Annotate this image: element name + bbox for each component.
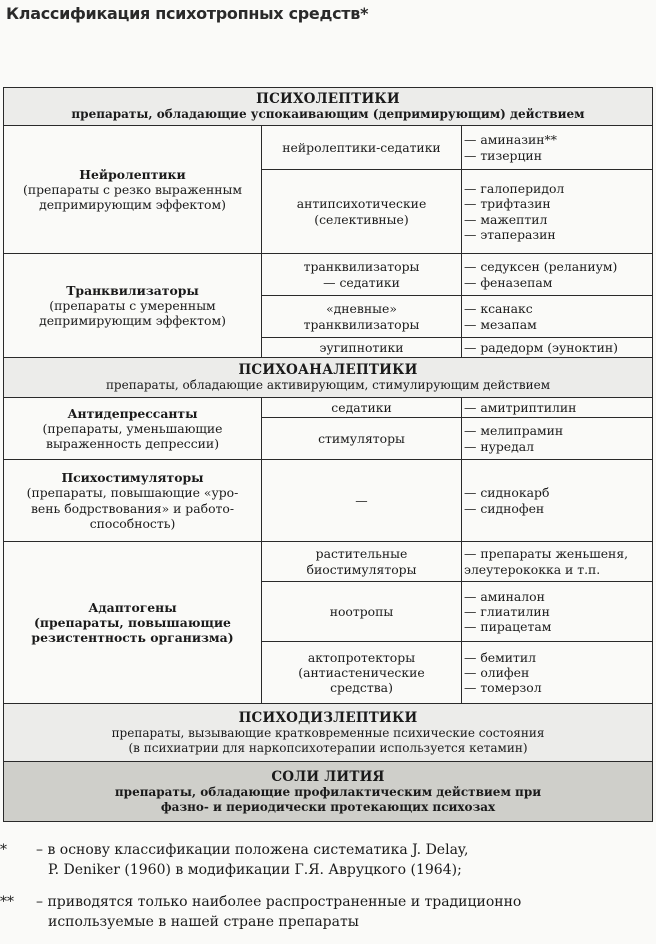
drug-item: — томерзол <box>464 680 542 696</box>
group-description: (препараты, повышающие <box>34 614 231 630</box>
drug-item: — трифтазин <box>464 196 551 212</box>
drug-list <box>462 460 653 542</box>
drug-item: — феназепам <box>464 274 553 290</box>
drug-item: — ксанакс <box>464 301 533 317</box>
table-row <box>4 542 653 582</box>
drug-list <box>462 418 653 460</box>
group-description: (препараты, повышающие «уро- <box>26 485 239 501</box>
table-row <box>4 126 653 170</box>
drug-list <box>462 170 653 254</box>
group-description: способность) <box>89 515 176 531</box>
drug-item: — аминазин** <box>464 132 557 148</box>
group-neuroleptics <box>4 126 262 254</box>
group-name: Антидепрессанты <box>67 405 198 421</box>
subgroup <box>262 542 462 582</box>
subgroup-line: «дневные» <box>326 301 397 317</box>
footnote <box>0 842 656 886</box>
drug-item: — бемитил <box>464 649 537 665</box>
section-title: СОЛИ ЛИТИЯ <box>271 768 385 785</box>
group-psychostimulants <box>4 460 262 542</box>
footnote-text: используемые в нашей стране препараты <box>48 914 359 930</box>
group-name: Нейролептики <box>79 166 186 182</box>
drug-list <box>462 642 653 704</box>
subgroup-line: транквилизаторы <box>303 316 420 332</box>
drug-item: — радедорм (эуноктин) <box>464 339 618 355</box>
section-title: ПСИХОДИЗЛЕПТИКИ <box>238 709 418 726</box>
classification-table <box>3 87 653 822</box>
table-row <box>4 254 653 296</box>
drug-item: — седуксен (реланиум) <box>464 259 618 275</box>
group-description: (препараты, уменьшающие <box>42 420 223 436</box>
section-title: ПСИХОАНАЛЕПТИКИ <box>238 361 418 378</box>
drug-list <box>462 254 653 296</box>
drug-item: — тизерцин <box>464 147 542 163</box>
subgroup: эугипнотики <box>262 338 462 358</box>
group-description: вень бодрствования» и работо- <box>30 500 235 516</box>
section-description: фазно- и периодически протекающих психозах <box>160 799 496 814</box>
drug-list <box>462 582 653 642</box>
subgroup-line: растительные <box>315 546 408 562</box>
group-description: (препараты с умеренным <box>49 297 216 313</box>
section-description: препараты, обладающие профилактическим действием при <box>114 785 542 800</box>
footnote-text: – в основу классификации положена систематика J. Delay, <box>36 842 469 858</box>
group-description: резистентность организма) <box>31 630 234 646</box>
drug-item: — препараты женьшеня, <box>464 546 629 562</box>
group-description: депримирующим эффектом) <box>39 313 226 329</box>
drug-list <box>462 542 653 582</box>
group-name: Транквилизаторы <box>66 282 199 298</box>
drug-item: — нуредал <box>464 438 535 454</box>
subgroup: седатики <box>262 398 462 418</box>
group-adaptogens <box>4 542 262 704</box>
subgroup-line: — седатики <box>323 274 400 290</box>
subgroup-line: (селективные) <box>314 211 409 227</box>
drug-item: — сиднофен <box>464 500 545 516</box>
section-description: (в психиатрии для наркопсихотерапии используется кетамин) <box>128 740 528 755</box>
subgroup <box>262 170 462 254</box>
subgroup-line: антипсихотические <box>296 196 427 212</box>
section-psychodysleptics <box>4 704 653 762</box>
drug-item: — этаперазин <box>464 226 556 242</box>
group-antidepressants <box>4 398 262 460</box>
drug-list <box>462 338 653 358</box>
drug-item: — олифен <box>464 664 530 680</box>
group-description: депримирующим эффектом) <box>39 197 226 213</box>
subgroup: нейролептики-седатики <box>262 126 462 170</box>
subgroup <box>262 254 462 296</box>
drug-item: — аминалон <box>464 588 545 604</box>
footnote-mark: * <box>0 842 7 858</box>
section-description: препараты, обладающие активирующим, стимулирующим действием <box>105 378 551 393</box>
subgroup-line: транквилизаторы <box>303 259 420 275</box>
group-name: Адаптогены <box>88 599 177 615</box>
drug-item: — мезапам <box>464 316 537 332</box>
group-name: Психостимуляторы <box>61 470 204 486</box>
group-description: (препараты с резко выраженным <box>23 181 242 197</box>
table-row <box>4 398 653 418</box>
drug-list <box>462 126 653 170</box>
footnote-mark: ** <box>0 894 14 910</box>
subgroup-line: актопротекторы <box>307 649 416 665</box>
drug-list <box>462 398 653 418</box>
drug-list <box>462 296 653 338</box>
section-lithium <box>4 762 653 822</box>
subgroup-line: биостимуляторы <box>306 561 417 577</box>
section-title: ПСИХОЛЕПТИКИ <box>256 90 400 107</box>
drug-item: — глиатилин <box>464 603 550 619</box>
drug-item: — галоперидол <box>464 181 565 197</box>
drug-item: — мелипрамин <box>464 423 564 439</box>
subgroup <box>262 642 462 704</box>
footnote-text: P. Deniker (1960) в модификации Г.Я. Авруцкого (1964); <box>48 862 462 878</box>
drug-item: — мажептил <box>464 211 548 227</box>
subgroup <box>262 296 462 338</box>
subgroup: — <box>262 460 462 542</box>
group-tranquilizers <box>4 254 262 358</box>
subgroup-line: (антиастенические <box>298 664 425 680</box>
page-title: Классификация психотропных средств* <box>6 4 369 23</box>
section-description: препараты, вызывающие кратковременные психические состояния <box>111 726 545 741</box>
group-description: выраженность депрессии) <box>45 436 220 452</box>
drug-item: — пирацетам <box>464 619 552 635</box>
subgroup-line: средства) <box>330 680 393 696</box>
section-psycholeptics <box>4 88 653 126</box>
footnote <box>0 894 656 938</box>
subgroup: стимуляторы <box>262 418 462 460</box>
footnote-text: – приводятся только наиболее распространенные и традиционно <box>36 894 522 910</box>
drug-item: элеутерококка и т.п. <box>464 561 601 577</box>
drug-item: — сиднокарб <box>464 485 550 501</box>
table-row <box>4 460 653 542</box>
subgroup: ноотропы <box>262 582 462 642</box>
section-description: препараты, обладающие успокаивающим (депримирующим) действием <box>71 107 585 122</box>
drug-item: — амитриптилин <box>464 399 577 415</box>
section-psychoanaleptics <box>4 358 653 398</box>
